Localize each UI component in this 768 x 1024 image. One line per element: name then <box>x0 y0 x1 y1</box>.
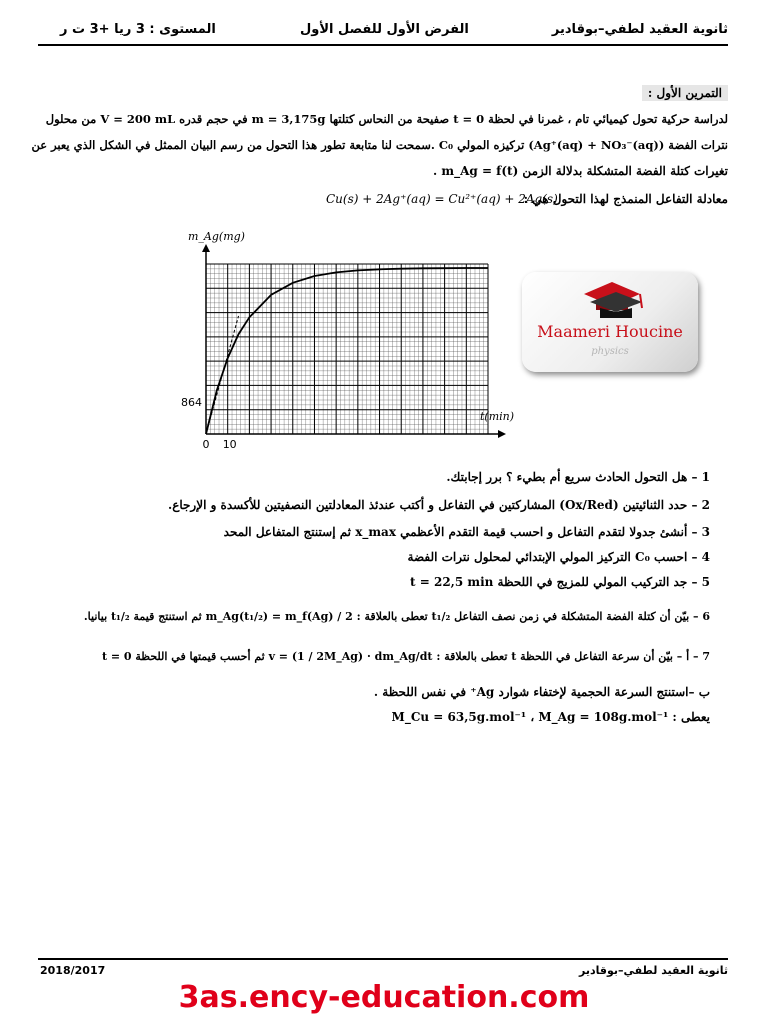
exercise-paragraph-line-3: تغيرات كتلة الفضة المتشكلة بدلالة الزمن m_Ag = f(t) . <box>433 164 728 178</box>
question-7a: 7 – أ – بيّن أن سرعة التفاعل في اللحظة t تعطى بالعلاقة : v = (1 / 2M_Ag) · dm_Ag/dt ثم أحسب قيمتها في اللحظة t = 0 <box>101 650 710 663</box>
question-7b: ب –استنتج السرعة الحجمية لإختفاء شوارد Ag⁺ في نفس اللحظة . <box>373 685 710 699</box>
chart-minor-grid <box>206 264 488 434</box>
graduation-caps-icon <box>576 278 646 320</box>
series-line <box>206 268 488 434</box>
question-5: 5 – جد التركيب المولي للمزيج في اللحظة t = 22,5 min <box>410 575 710 589</box>
exercise-title: التمرين الأول : <box>642 86 728 100</box>
question-6: 6 – بيّن أن كتلة الفضة المتشكلة في زمن نصف التفاعل t₁/₂ تعطى بالعلاقة : m_Ag(t₁/₂) = m_f(Ag) / 2 ثم استنتج قيمة t₁/₂ بيانيا. <box>83 610 710 623</box>
footer-school: ثانوية العقيد لطفي–بوقادير <box>579 964 728 977</box>
exercise-paragraph-line-1: لدراسة حركية تحول كيميائي تام ، غمرنا في لحظة t = 0 صفيحة من النحاس كتلتها m = 3,175g في حجم قدره V = 200 mL من محلول <box>45 112 728 126</box>
header-level: المستوى : 3 ريا +3 ت ر <box>60 22 216 37</box>
chart-y-axis-label: m_Ag(mg) <box>188 230 245 243</box>
header-school: ثانوية العقيد لطفي–بوقادير <box>551 22 728 37</box>
mass-time-chart <box>168 222 528 462</box>
chart-origin-label: 0 <box>202 438 210 451</box>
chart-x-tick-label: 10 <box>222 438 237 451</box>
reaction-equation: Cu(s) + 2Ag⁺(aq) = Cu²⁺(aq) + 2Ag(s) <box>326 192 558 206</box>
chart-y-tick-label: 864 <box>181 396 202 409</box>
equation-label: معادلة التفاعل المنمذج لهذا التحول هي : <box>523 192 728 206</box>
question-4: 4 – احسب C₀ التركيز المولي الإبتدائي لمحلول نترات الفضة <box>407 550 710 564</box>
chart-x-axis-label: t(min) <box>480 410 515 423</box>
header-rule <box>38 44 728 46</box>
y-axis-arrow <box>202 244 210 252</box>
question-3: 3 – أنشئ جدولا لتقدم التفاعل و احسب قيمة التقدم الأعظمي x_max ثم إستنتج المتفاعل المحد <box>223 525 710 539</box>
question-1: 1 – هل التحول الحادث سريع أم بطيء ؟ برر إجابتك. <box>446 470 710 484</box>
author-logo <box>522 272 698 372</box>
chart-major-grid <box>206 264 488 434</box>
chart-curve <box>206 268 488 434</box>
given-constants: يعطى : M_Cu = 63,5g.mol⁻¹ ، M_Ag = 108g.mol⁻¹ <box>391 710 710 724</box>
footer-website-link[interactable]: 3as.ency-education.com <box>178 980 590 1015</box>
footer-rule <box>38 958 728 960</box>
footer-year: 2018/2017 <box>40 964 106 977</box>
header-exam-title: الفرض الأول للفصل الأول <box>300 22 469 37</box>
logo-subtitle: physics <box>591 346 629 357</box>
chart-axes <box>202 244 506 438</box>
question-2: 2 – حدد الثنائيتين (Ox/Red) المشاركتين في التفاعل و أكتب عندئذ المعادلتين النصفيتين للأكسدة و الإرجاع. <box>168 498 710 512</box>
logo-name: Maameri Houcine <box>537 322 683 341</box>
exercise-paragraph-line-2: نترات الفضة (Ag⁺(aq) + NO₃⁻(aq)) تركيزه المولي C₀ .سمحت لنا متابعة تطور هذا التحول من رسم البيان الممثل في الشكل الذي يعبر عن <box>31 138 728 152</box>
x-axis-arrow <box>498 430 506 438</box>
